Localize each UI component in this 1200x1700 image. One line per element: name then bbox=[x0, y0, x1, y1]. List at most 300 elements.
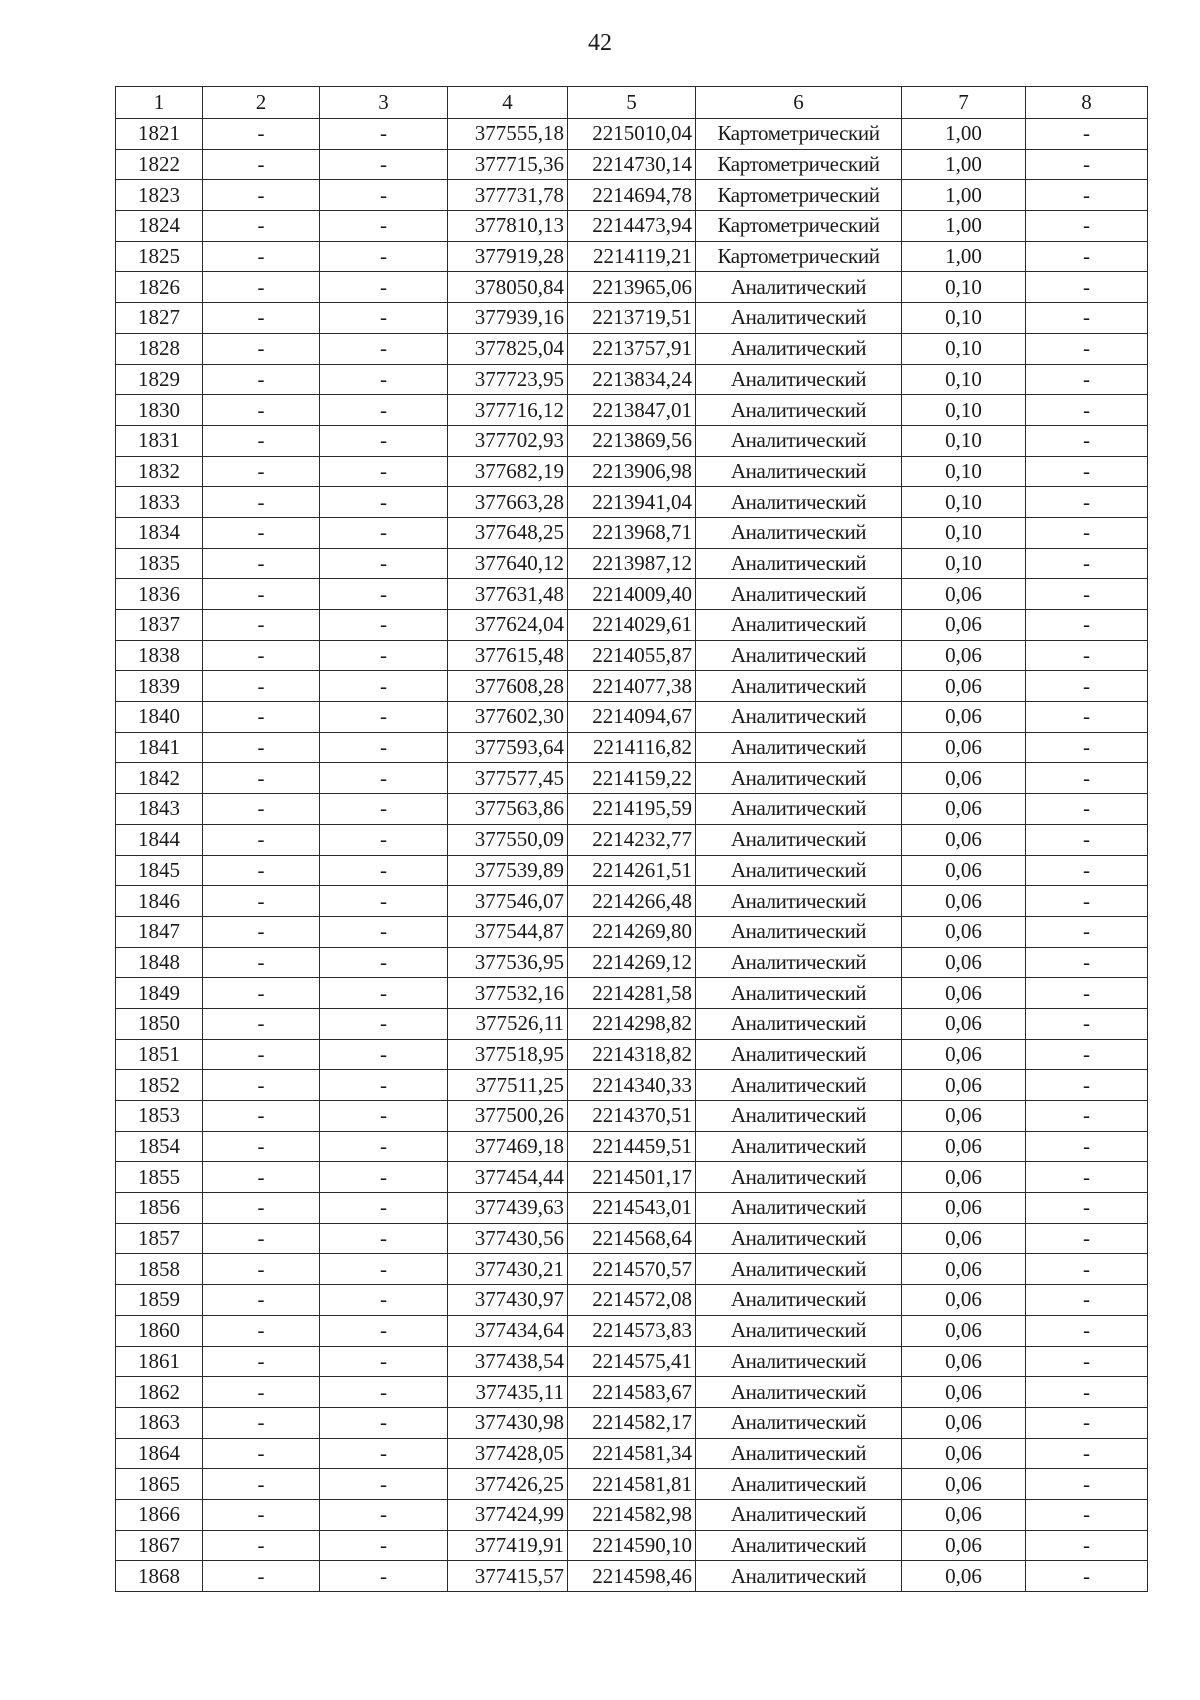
method-cell: Аналитический bbox=[696, 1223, 902, 1254]
x-coordinate-cell: 377702,93 bbox=[448, 425, 568, 456]
accuracy-cell: 0,06 bbox=[902, 1008, 1026, 1039]
x-coordinate-cell: 377500,26 bbox=[448, 1101, 568, 1132]
col8-cell: - bbox=[1026, 947, 1148, 978]
y-coordinate-cell: 2214318,82 bbox=[568, 1039, 696, 1070]
y-coordinate-cell: 2214261,51 bbox=[568, 855, 696, 886]
coordinates-table bbox=[115, 86, 1148, 1592]
x-coordinate-cell: 377563,86 bbox=[448, 794, 568, 825]
col8-cell: - bbox=[1026, 1499, 1148, 1530]
col8-cell: - bbox=[1026, 916, 1148, 947]
col3-cell: - bbox=[320, 272, 448, 303]
col3-cell: - bbox=[320, 119, 448, 150]
accuracy-cell: 0,06 bbox=[902, 610, 1026, 641]
col2-cell: - bbox=[203, 425, 320, 456]
x-coordinate-cell: 377939,16 bbox=[448, 303, 568, 334]
method-cell: Аналитический bbox=[696, 640, 902, 671]
method-cell: Аналитический bbox=[696, 886, 902, 917]
accuracy-cell: 0,06 bbox=[902, 1530, 1026, 1561]
point-number-cell: 1868 bbox=[116, 1561, 203, 1592]
method-cell: Аналитический bbox=[696, 763, 902, 794]
x-coordinate-cell: 377438,54 bbox=[448, 1346, 568, 1377]
col3-cell: - bbox=[320, 947, 448, 978]
col2-cell: - bbox=[203, 1070, 320, 1101]
table-row bbox=[116, 333, 1148, 364]
point-number-cell: 1862 bbox=[116, 1377, 203, 1408]
col3-cell: - bbox=[320, 886, 448, 917]
y-coordinate-cell: 2214055,87 bbox=[568, 640, 696, 671]
method-cell: Аналитический bbox=[696, 272, 902, 303]
point-number-cell: 1840 bbox=[116, 702, 203, 733]
col3-cell: - bbox=[320, 211, 448, 242]
col8-cell: - bbox=[1026, 303, 1148, 334]
col8-cell: - bbox=[1026, 702, 1148, 733]
col3-cell: - bbox=[320, 1223, 448, 1254]
point-number-cell: 1830 bbox=[116, 395, 203, 426]
x-coordinate-cell: 377825,04 bbox=[448, 333, 568, 364]
x-coordinate-cell: 377539,89 bbox=[448, 855, 568, 886]
col8-cell: - bbox=[1026, 671, 1148, 702]
col2-cell: - bbox=[203, 364, 320, 395]
table-row bbox=[116, 947, 1148, 978]
point-number-cell: 1858 bbox=[116, 1254, 203, 1285]
col2-cell: - bbox=[203, 1162, 320, 1193]
table-row bbox=[116, 1008, 1148, 1039]
y-coordinate-cell: 2214269,80 bbox=[568, 916, 696, 947]
col3-cell: - bbox=[320, 1530, 448, 1561]
accuracy-cell: 0,06 bbox=[902, 1162, 1026, 1193]
col2-cell: - bbox=[203, 610, 320, 641]
header-row bbox=[116, 87, 1148, 119]
point-number-cell: 1836 bbox=[116, 579, 203, 610]
col3-cell: - bbox=[320, 794, 448, 825]
accuracy-cell: 0,06 bbox=[902, 1285, 1026, 1316]
method-cell: Аналитический bbox=[696, 1469, 902, 1500]
col8-cell: - bbox=[1026, 425, 1148, 456]
point-number-cell: 1827 bbox=[116, 303, 203, 334]
y-coordinate-cell: 2214575,41 bbox=[568, 1346, 696, 1377]
method-cell: Аналитический bbox=[696, 303, 902, 334]
x-coordinate-cell: 377430,97 bbox=[448, 1285, 568, 1316]
col3-cell: - bbox=[320, 1499, 448, 1530]
table-row bbox=[116, 610, 1148, 641]
col2-cell: - bbox=[203, 1530, 320, 1561]
x-coordinate-cell: 377426,25 bbox=[448, 1469, 568, 1500]
point-number-cell: 1848 bbox=[116, 947, 203, 978]
accuracy-cell: 0,10 bbox=[902, 548, 1026, 579]
accuracy-cell: 1,00 bbox=[902, 119, 1026, 150]
point-number-cell: 1866 bbox=[116, 1499, 203, 1530]
method-cell: Аналитический bbox=[696, 1346, 902, 1377]
column-header: 8 bbox=[1026, 87, 1148, 119]
y-coordinate-cell: 2214370,51 bbox=[568, 1101, 696, 1132]
table-header bbox=[116, 87, 1148, 119]
col8-cell: - bbox=[1026, 1530, 1148, 1561]
col2-cell: - bbox=[203, 303, 320, 334]
y-coordinate-cell: 2213965,06 bbox=[568, 272, 696, 303]
col2-cell: - bbox=[203, 211, 320, 242]
table-row bbox=[116, 241, 1148, 272]
accuracy-cell: 0,10 bbox=[902, 272, 1026, 303]
x-coordinate-cell: 377602,30 bbox=[448, 702, 568, 733]
accuracy-cell: 0,06 bbox=[902, 1131, 1026, 1162]
y-coordinate-cell: 2214232,77 bbox=[568, 824, 696, 855]
point-number-cell: 1835 bbox=[116, 548, 203, 579]
x-coordinate-cell: 377555,18 bbox=[448, 119, 568, 150]
col3-cell: - bbox=[320, 548, 448, 579]
x-coordinate-cell: 377430,21 bbox=[448, 1254, 568, 1285]
point-number-cell: 1846 bbox=[116, 886, 203, 917]
col8-cell: - bbox=[1026, 1254, 1148, 1285]
col8-cell: - bbox=[1026, 1561, 1148, 1592]
x-coordinate-cell: 377624,04 bbox=[448, 610, 568, 641]
col8-cell: - bbox=[1026, 1469, 1148, 1500]
table-row bbox=[116, 1101, 1148, 1132]
col3-cell: - bbox=[320, 732, 448, 763]
x-coordinate-cell: 377526,11 bbox=[448, 1008, 568, 1039]
col2-cell: - bbox=[203, 702, 320, 733]
table-row bbox=[116, 149, 1148, 180]
x-coordinate-cell: 377469,18 bbox=[448, 1131, 568, 1162]
y-coordinate-cell: 2215010,04 bbox=[568, 119, 696, 150]
x-coordinate-cell: 377715,36 bbox=[448, 149, 568, 180]
point-number-cell: 1822 bbox=[116, 149, 203, 180]
method-cell: Аналитический bbox=[696, 425, 902, 456]
col8-cell: - bbox=[1026, 1193, 1148, 1224]
x-coordinate-cell: 377550,09 bbox=[448, 824, 568, 855]
y-coordinate-cell: 2214501,17 bbox=[568, 1162, 696, 1193]
y-coordinate-cell: 2214573,83 bbox=[568, 1315, 696, 1346]
point-number-cell: 1855 bbox=[116, 1162, 203, 1193]
table-row bbox=[116, 1315, 1148, 1346]
y-coordinate-cell: 2214009,40 bbox=[568, 579, 696, 610]
y-coordinate-cell: 2214298,82 bbox=[568, 1008, 696, 1039]
col3-cell: - bbox=[320, 1008, 448, 1039]
x-coordinate-cell: 377723,95 bbox=[448, 364, 568, 395]
method-cell: Картометрический bbox=[696, 119, 902, 150]
y-coordinate-cell: 2213834,24 bbox=[568, 364, 696, 395]
accuracy-cell: 0,06 bbox=[902, 1438, 1026, 1469]
page-number: 42 bbox=[588, 30, 612, 56]
accuracy-cell: 0,06 bbox=[902, 1223, 1026, 1254]
table-row bbox=[116, 119, 1148, 150]
col3-cell: - bbox=[320, 1561, 448, 1592]
column-header: 5 bbox=[568, 87, 696, 119]
col8-cell: - bbox=[1026, 456, 1148, 487]
accuracy-cell: 0,06 bbox=[902, 671, 1026, 702]
col2-cell: - bbox=[203, 1285, 320, 1316]
x-coordinate-cell: 377577,45 bbox=[448, 763, 568, 794]
accuracy-cell: 1,00 bbox=[902, 211, 1026, 242]
method-cell: Аналитический bbox=[696, 1315, 902, 1346]
x-coordinate-cell: 377434,64 bbox=[448, 1315, 568, 1346]
col3-cell: - bbox=[320, 395, 448, 426]
y-coordinate-cell: 2214581,81 bbox=[568, 1469, 696, 1500]
table-row bbox=[116, 1223, 1148, 1254]
col3-cell: - bbox=[320, 1193, 448, 1224]
col8-cell: - bbox=[1026, 886, 1148, 917]
y-coordinate-cell: 2214094,67 bbox=[568, 702, 696, 733]
table-row bbox=[116, 548, 1148, 579]
col3-cell: - bbox=[320, 1377, 448, 1408]
table-row bbox=[116, 1285, 1148, 1316]
point-number-cell: 1828 bbox=[116, 333, 203, 364]
accuracy-cell: 0,06 bbox=[902, 916, 1026, 947]
table-row bbox=[116, 579, 1148, 610]
point-number-cell: 1850 bbox=[116, 1008, 203, 1039]
column-header: 2 bbox=[203, 87, 320, 119]
col8-cell: - bbox=[1026, 732, 1148, 763]
point-number-cell: 1851 bbox=[116, 1039, 203, 1070]
y-coordinate-cell: 2214582,98 bbox=[568, 1499, 696, 1530]
point-number-cell: 1849 bbox=[116, 978, 203, 1009]
col3-cell: - bbox=[320, 671, 448, 702]
method-cell: Аналитический bbox=[696, 1438, 902, 1469]
x-coordinate-cell: 377810,13 bbox=[448, 211, 568, 242]
col2-cell: - bbox=[203, 978, 320, 1009]
col8-cell: - bbox=[1026, 548, 1148, 579]
point-number-cell: 1861 bbox=[116, 1346, 203, 1377]
point-number-cell: 1852 bbox=[116, 1070, 203, 1101]
table-row bbox=[116, 1377, 1148, 1408]
y-coordinate-cell: 2214269,12 bbox=[568, 947, 696, 978]
col8-cell: - bbox=[1026, 1101, 1148, 1132]
accuracy-cell: 0,06 bbox=[902, 824, 1026, 855]
point-number-cell: 1834 bbox=[116, 517, 203, 548]
accuracy-cell: 0,10 bbox=[902, 333, 1026, 364]
accuracy-cell: 0,06 bbox=[902, 855, 1026, 886]
table-row bbox=[116, 1162, 1148, 1193]
point-number-cell: 1831 bbox=[116, 425, 203, 456]
table-row bbox=[116, 1193, 1148, 1224]
table-row bbox=[116, 487, 1148, 518]
table-row bbox=[116, 640, 1148, 671]
accuracy-cell: 0,06 bbox=[902, 794, 1026, 825]
x-coordinate-cell: 377430,98 bbox=[448, 1407, 568, 1438]
col8-cell: - bbox=[1026, 1070, 1148, 1101]
accuracy-cell: 0,06 bbox=[902, 1101, 1026, 1132]
y-coordinate-cell: 2213941,04 bbox=[568, 487, 696, 518]
col3-cell: - bbox=[320, 149, 448, 180]
x-coordinate-cell: 377608,28 bbox=[448, 671, 568, 702]
table-row bbox=[116, 1499, 1148, 1530]
x-coordinate-cell: 378050,84 bbox=[448, 272, 568, 303]
col8-cell: - bbox=[1026, 1407, 1148, 1438]
method-cell: Аналитический bbox=[696, 978, 902, 1009]
point-number-cell: 1847 bbox=[116, 916, 203, 947]
table-row bbox=[116, 1438, 1148, 1469]
accuracy-cell: 0,06 bbox=[902, 1070, 1026, 1101]
col8-cell: - bbox=[1026, 1377, 1148, 1408]
col3-cell: - bbox=[320, 1039, 448, 1070]
col2-cell: - bbox=[203, 180, 320, 211]
x-coordinate-cell: 377631,48 bbox=[448, 579, 568, 610]
col3-cell: - bbox=[320, 1469, 448, 1500]
col2-cell: - bbox=[203, 824, 320, 855]
col2-cell: - bbox=[203, 1346, 320, 1377]
col3-cell: - bbox=[320, 1162, 448, 1193]
column-header: 6 bbox=[696, 87, 902, 119]
accuracy-cell: 0,06 bbox=[902, 886, 1026, 917]
x-coordinate-cell: 377682,19 bbox=[448, 456, 568, 487]
col3-cell: - bbox=[320, 1438, 448, 1469]
col3-cell: - bbox=[320, 916, 448, 947]
col3-cell: - bbox=[320, 517, 448, 548]
point-number-cell: 1865 bbox=[116, 1469, 203, 1500]
y-coordinate-cell: 2213906,98 bbox=[568, 456, 696, 487]
table-row bbox=[116, 272, 1148, 303]
y-coordinate-cell: 2214582,17 bbox=[568, 1407, 696, 1438]
accuracy-cell: 0,10 bbox=[902, 303, 1026, 334]
col3-cell: - bbox=[320, 487, 448, 518]
method-cell: Аналитический bbox=[696, 1193, 902, 1224]
col2-cell: - bbox=[203, 1008, 320, 1039]
x-coordinate-cell: 377536,95 bbox=[448, 947, 568, 978]
accuracy-cell: 0,06 bbox=[902, 1469, 1026, 1500]
col2-cell: - bbox=[203, 1469, 320, 1500]
col8-cell: - bbox=[1026, 119, 1148, 150]
method-cell: Аналитический bbox=[696, 1285, 902, 1316]
col2-cell: - bbox=[203, 517, 320, 548]
table-row bbox=[116, 671, 1148, 702]
col3-cell: - bbox=[320, 1101, 448, 1132]
point-number-cell: 1854 bbox=[116, 1131, 203, 1162]
method-cell: Картометрический bbox=[696, 180, 902, 211]
col8-cell: - bbox=[1026, 855, 1148, 886]
col2-cell: - bbox=[203, 1131, 320, 1162]
accuracy-cell: 1,00 bbox=[902, 180, 1026, 211]
y-coordinate-cell: 2214568,64 bbox=[568, 1223, 696, 1254]
col3-cell: - bbox=[320, 303, 448, 334]
accuracy-cell: 0,06 bbox=[902, 1315, 1026, 1346]
method-cell: Аналитический bbox=[696, 456, 902, 487]
method-cell: Аналитический bbox=[696, 794, 902, 825]
col8-cell: - bbox=[1026, 1346, 1148, 1377]
col2-cell: - bbox=[203, 579, 320, 610]
col8-cell: - bbox=[1026, 149, 1148, 180]
col8-cell: - bbox=[1026, 1131, 1148, 1162]
table-row bbox=[116, 1469, 1148, 1500]
accuracy-cell: 0,06 bbox=[902, 702, 1026, 733]
y-coordinate-cell: 2214694,78 bbox=[568, 180, 696, 211]
accuracy-cell: 0,06 bbox=[902, 1039, 1026, 1070]
col3-cell: - bbox=[320, 425, 448, 456]
accuracy-cell: 0,10 bbox=[902, 456, 1026, 487]
y-coordinate-cell: 2213847,01 bbox=[568, 395, 696, 426]
x-coordinate-cell: 377430,56 bbox=[448, 1223, 568, 1254]
col3-cell: - bbox=[320, 763, 448, 794]
col2-cell: - bbox=[203, 272, 320, 303]
table-row bbox=[116, 855, 1148, 886]
method-cell: Аналитический bbox=[696, 1162, 902, 1193]
col3-cell: - bbox=[320, 180, 448, 211]
col3-cell: - bbox=[320, 241, 448, 272]
y-coordinate-cell: 2214119,21 bbox=[568, 241, 696, 272]
col2-cell: - bbox=[203, 1499, 320, 1530]
table-row bbox=[116, 303, 1148, 334]
method-cell: Аналитический bbox=[696, 1530, 902, 1561]
point-number-cell: 1844 bbox=[116, 824, 203, 855]
y-coordinate-cell: 2214572,08 bbox=[568, 1285, 696, 1316]
table-row bbox=[116, 1254, 1148, 1285]
method-cell: Аналитический bbox=[696, 732, 902, 763]
col3-cell: - bbox=[320, 1285, 448, 1316]
col2-cell: - bbox=[203, 456, 320, 487]
col8-cell: - bbox=[1026, 579, 1148, 610]
table-row bbox=[116, 517, 1148, 548]
method-cell: Картометрический bbox=[696, 211, 902, 242]
col3-cell: - bbox=[320, 1315, 448, 1346]
col8-cell: - bbox=[1026, 1039, 1148, 1070]
method-cell: Аналитический bbox=[696, 579, 902, 610]
col8-cell: - bbox=[1026, 1008, 1148, 1039]
accuracy-cell: 0,06 bbox=[902, 947, 1026, 978]
point-number-cell: 1857 bbox=[116, 1223, 203, 1254]
col3-cell: - bbox=[320, 824, 448, 855]
y-coordinate-cell: 2213757,91 bbox=[568, 333, 696, 364]
col2-cell: - bbox=[203, 1039, 320, 1070]
table-body bbox=[116, 119, 1148, 1592]
col8-cell: - bbox=[1026, 333, 1148, 364]
table-row bbox=[116, 886, 1148, 917]
table-row bbox=[116, 1530, 1148, 1561]
x-coordinate-cell: 377439,63 bbox=[448, 1193, 568, 1224]
col8-cell: - bbox=[1026, 272, 1148, 303]
accuracy-cell: 0,06 bbox=[902, 978, 1026, 1009]
col2-cell: - bbox=[203, 241, 320, 272]
x-coordinate-cell: 377663,28 bbox=[448, 487, 568, 518]
x-coordinate-cell: 377511,25 bbox=[448, 1070, 568, 1101]
table-row bbox=[116, 916, 1148, 947]
x-coordinate-cell: 377428,05 bbox=[448, 1438, 568, 1469]
col2-cell: - bbox=[203, 395, 320, 426]
x-coordinate-cell: 377640,12 bbox=[448, 548, 568, 579]
point-number-cell: 1856 bbox=[116, 1193, 203, 1224]
col3-cell: - bbox=[320, 364, 448, 395]
y-coordinate-cell: 2214116,82 bbox=[568, 732, 696, 763]
accuracy-cell: 0,10 bbox=[902, 364, 1026, 395]
col2-cell: - bbox=[203, 640, 320, 671]
table-row bbox=[116, 794, 1148, 825]
table-row bbox=[116, 763, 1148, 794]
col2-cell: - bbox=[203, 671, 320, 702]
method-cell: Аналитический bbox=[696, 1131, 902, 1162]
col8-cell: - bbox=[1026, 1285, 1148, 1316]
col8-cell: - bbox=[1026, 487, 1148, 518]
point-number-cell: 1824 bbox=[116, 211, 203, 242]
col8-cell: - bbox=[1026, 241, 1148, 272]
y-coordinate-cell: 2213968,71 bbox=[568, 517, 696, 548]
y-coordinate-cell: 2214583,67 bbox=[568, 1377, 696, 1408]
point-number-cell: 1826 bbox=[116, 272, 203, 303]
method-cell: Аналитический bbox=[696, 1039, 902, 1070]
table-row bbox=[116, 824, 1148, 855]
point-number-cell: 1829 bbox=[116, 364, 203, 395]
table-row bbox=[116, 180, 1148, 211]
table-row bbox=[116, 425, 1148, 456]
col2-cell: - bbox=[203, 149, 320, 180]
col2-cell: - bbox=[203, 886, 320, 917]
col3-cell: - bbox=[320, 702, 448, 733]
accuracy-cell: 0,06 bbox=[902, 1377, 1026, 1408]
accuracy-cell: 0,06 bbox=[902, 1346, 1026, 1377]
x-coordinate-cell: 377731,78 bbox=[448, 180, 568, 211]
point-number-cell: 1859 bbox=[116, 1285, 203, 1316]
x-coordinate-cell: 377415,57 bbox=[448, 1561, 568, 1592]
y-coordinate-cell: 2214266,48 bbox=[568, 886, 696, 917]
col8-cell: - bbox=[1026, 1162, 1148, 1193]
col2-cell: - bbox=[203, 763, 320, 794]
x-coordinate-cell: 377544,87 bbox=[448, 916, 568, 947]
